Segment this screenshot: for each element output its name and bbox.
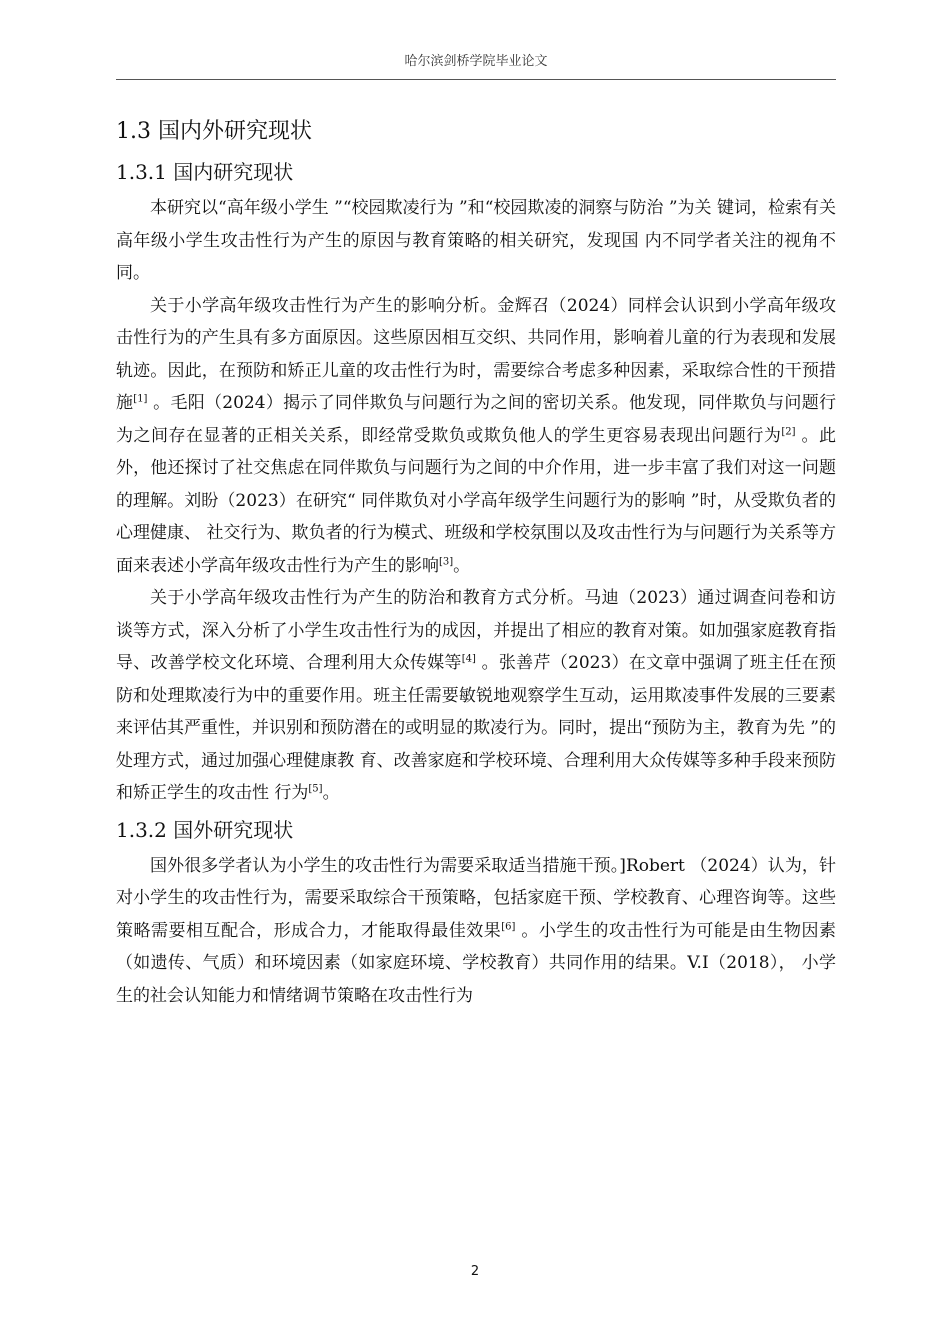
citation-ref-6: [6] [501,920,516,932]
header-title: 哈尔滨剑桥学院毕业论文 [404,54,548,69]
text-segment: 。张善芹（2023）在文章中强调了班主任在预防和处理欺凌行为中的重要作用。班主任需要敏锐地观察学生互动，运用欺凌事件发展的三要素来评估其严重性，并识别和预防潜在的或明显的欺凌行为。同时，提出“预防为主，教育为先 ”的处理方式，通过加强心理健康教 育、改善家庭和学校环境、合理利用大众传媒等多种手段来预防和矫正学生的攻击性 行为 [116,653,837,803]
page-content [116,112,836,1012]
citation-ref-2: [2] [781,425,796,437]
citation-ref-1: [1] [133,393,148,405]
citation-ref-4: [4] [461,653,476,665]
citation-ref-3: [3] [439,555,454,567]
subsection-heading-foreign: 1.3.2 国外研究现状 [116,817,294,842]
text-segment: 。 [322,783,340,803]
text-segment: 关于小学高年级攻击性行为产生的防治和教育方式分析。马迪（2023）通过调查问卷和访谈等方式，深入分析了小学生攻击性行为的成因，并提出了相应的教育对策。如加强家庭教育指导、改善学校文化环境、合理利用大众传媒等 [116,588,836,673]
paragraph-foreign-research [116,850,836,1013]
subsection-heading-domestic: 1.3.1 国内研究现状 [116,160,294,184]
paragraph-prevention-education [116,582,836,810]
text-segment: 。小学生的攻击性行为可能是由生物因素（如遗传、气质）和环境因素（如家庭环境、学校教育）共同作用的结果。V.I（2018）， 小学生的社会认知能力和情绪调节策略在攻击性行为 [116,920,836,1006]
text-segment: 。此外，他还探讨了社交焦虑在同伴欺负与问题行为之间的中介作用，进一步丰富了我们对这一问题的理解。刘盼（2023）在研究“ 同伴欺负对小学高年级学生问题行为的影响 ”时，从受欺负者的心理健康、 社交行为、欺负者的行为模式、班级和学校氛围以及攻击性行为与问题行为关系等方 面来表述小学高年级攻击性行为产生的影响 [116,425,837,576]
text-segment: 。毛阳（2024）揭示了同伴欺负与问题行为之间的密切关系。他发现，同伴欺负与问题行为之间存在显著的正相关关系，即经常受欺负或欺负他人的学生更容易表现出问题行为 [116,393,837,446]
section-heading: 1.3 国内外研究现状 [116,119,312,144]
paragraph-keywords: 本研究以“高年级小学生 ”“校园欺凌行为 ”和“校园欺凌的洞察与防治 ”为关 键词，检索有关高年级小学生攻击性行为产生的原因与教育策略的相关研究，发现国 内不同学者关注的视角不同。 [116,198,836,283]
text-segment: 国外很多学者认为小学生的攻击性行为需要采取适当措施干预。]Robert （2024）认为，针对小学生的攻击性行为，需要采取综合干预策略，包括家庭干预、学校教育、心理咨询等。这些策略需要相互配合，形成合力，才能取得最佳效果 [116,855,836,941]
page-header [116,50,836,80]
page-number: 2 [470,1264,480,1279]
text-segment: 。 [453,555,471,576]
citation-ref-5: [5] [308,783,323,795]
paragraph-influence-analysis [116,290,836,583]
text-segment: 关于小学高年级攻击性行为产生的影响分析。金辉召（2024）同样会认识到小学高年级攻击性行为的产生具有多方面原因。这些原因相互交织、共同作用，影响着儿童的行为表现和发展轨迹。因此，在预防和矫正儿童的攻击性行为时，需要综合考虑多种因素，采取综合性的干预措施 [116,295,836,413]
